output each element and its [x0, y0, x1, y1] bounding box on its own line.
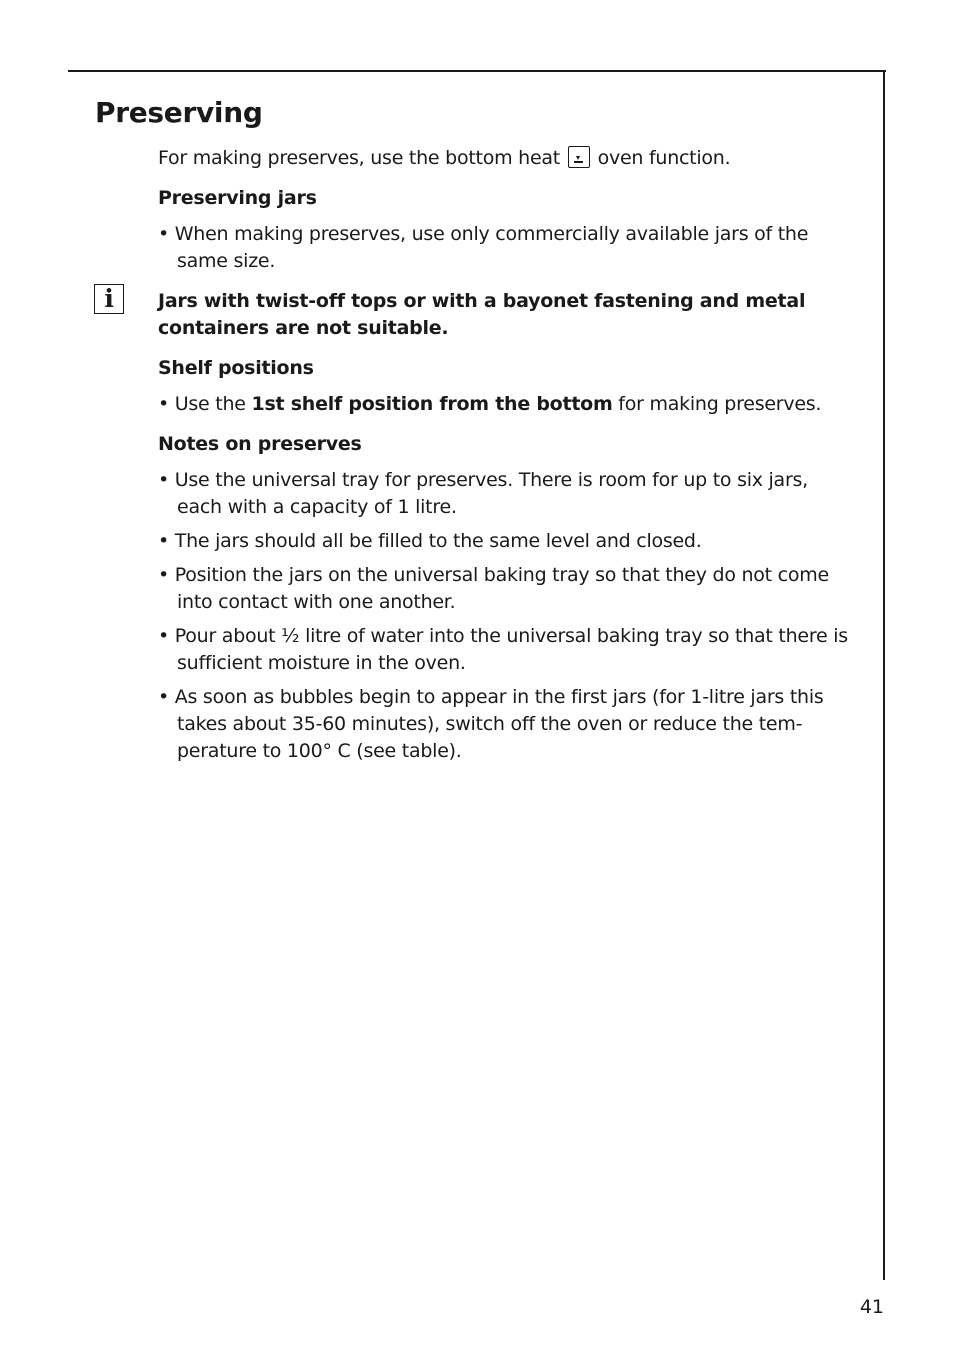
section-heading-notes: Notes on preserves — [158, 433, 362, 455]
shelf-text-after: for making preserves. — [612, 393, 822, 415]
page-number: 41 — [859, 1296, 884, 1318]
shelf-text-bold: 1st shelf position from the bottom — [251, 393, 613, 415]
section-heading-shelf-positions: Shelf positions — [158, 357, 314, 379]
bottom-heat-icon — [568, 146, 590, 168]
bullet-note-5: • As soon as bubbles begin to appear in the first jars (for 1-litre jars this takes about 35-60 minutes), switch off the oven or reduce the tem-perature to 100° C (see table). — [158, 684, 858, 765]
bullet-note-3: • Position the jars on the universal baking tray so that they do not come into contact with one another. — [158, 562, 858, 616]
notice-text: Jars with twist-off tops or with a bayonet fastening and metal containers are not suitable. — [158, 290, 806, 339]
intro-text-after: oven function. — [591, 147, 731, 169]
notice-paragraph — [104, 284, 858, 342]
bullet-jars: • When making preserves, use only commercially available jars of the same size. — [158, 221, 858, 275]
section-heading-preserving-jars: Preserving jars — [158, 187, 317, 209]
right-rule — [883, 70, 885, 1280]
info-icon: i — [94, 284, 124, 314]
top-rule — [68, 70, 886, 72]
intro-text-before: For making preserves, use the bottom heat — [158, 147, 566, 169]
bullet-note-1: • Use the universal tray for preserves. There is room for up to six jars, each with a capacity of 1 litre. — [158, 467, 858, 521]
page-title: Preserving — [95, 96, 263, 129]
intro-paragraph — [158, 145, 858, 172]
bullet-note-4: • Pour about ½ litre of water into the universal baking tray so that there is sufficient moisture in the oven. — [158, 623, 858, 677]
bullet-note-2: • The jars should all be filled to the same level and closed. — [158, 528, 858, 555]
page-content — [104, 145, 858, 772]
bullet-shelf — [158, 391, 858, 418]
shelf-text-before: Use the — [174, 393, 252, 415]
